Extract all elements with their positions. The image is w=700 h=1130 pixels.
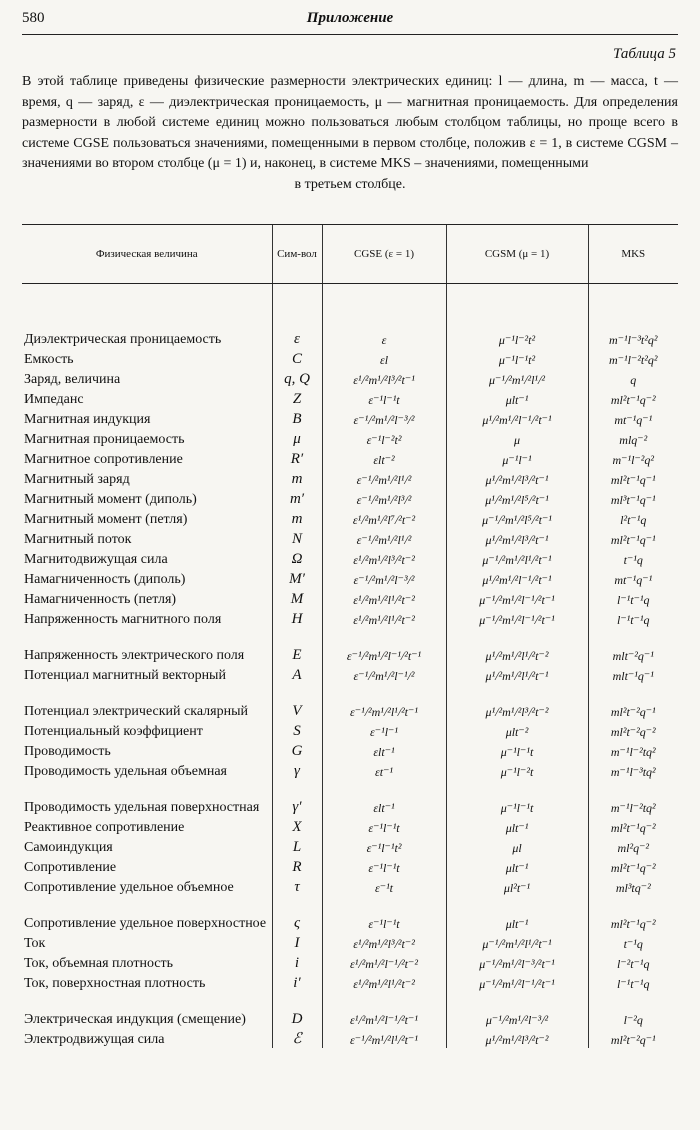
symbol-cell: N bbox=[272, 528, 322, 548]
mks-cell: ml²t⁻²q⁻¹ bbox=[588, 1028, 678, 1048]
table-row bbox=[22, 508, 678, 528]
mks-cell: ml²q⁻² bbox=[588, 836, 678, 856]
quantity-cell: Магнитная проницаемость bbox=[24, 432, 185, 447]
symbol-cell: γ bbox=[272, 760, 322, 780]
quantity-cell: Сопротивление удельное поверхностное bbox=[24, 916, 267, 931]
running-title: Приложение bbox=[306, 10, 394, 26]
cgse-cell: εlt⁻² bbox=[322, 448, 446, 468]
table-spacer-row bbox=[22, 284, 678, 329]
symbol-cell: B bbox=[272, 408, 322, 428]
mks-cell: l⁻²q bbox=[588, 992, 678, 1028]
cgsm-cell: μlt⁻² bbox=[446, 720, 588, 740]
cgse-cell: ε⁻¹/²m¹/²l⁻³/² bbox=[322, 408, 446, 428]
table-row bbox=[22, 952, 678, 972]
mks-cell: m⁻¹l⁻²t²q² bbox=[588, 348, 678, 368]
quantity-cell: Магнитный заряд bbox=[24, 472, 130, 487]
table-row bbox=[22, 388, 678, 408]
quantity-cell: Магнитное сопротивление bbox=[24, 452, 183, 467]
cgse-cell: ε¹/²m¹/²l³/²t⁻¹ bbox=[322, 368, 446, 388]
table-row bbox=[22, 876, 678, 896]
table-row bbox=[22, 528, 678, 548]
quantity-cell: Напряженность электрического поля bbox=[24, 648, 245, 663]
quantity-cell: Магнитный момент (диполь) bbox=[24, 492, 197, 507]
cgse-cell: ε⁻¹l⁻¹t bbox=[322, 388, 446, 408]
mks-cell: q bbox=[588, 368, 678, 388]
symbol-cell: M′ bbox=[272, 568, 322, 588]
column-header-cgsm: CGSM (μ = 1) bbox=[446, 225, 588, 284]
mks-cell: l⁻¹t⁻¹q bbox=[588, 608, 678, 628]
dimensions-table bbox=[22, 224, 678, 1048]
cgsm-cell: μ⁻¹l⁻¹ bbox=[446, 448, 588, 468]
table-row bbox=[22, 932, 678, 952]
table-row bbox=[22, 488, 678, 508]
cgsm-cell: μlt⁻¹ bbox=[446, 816, 588, 836]
quantity-cell: Потенциал магнитный векторный bbox=[24, 668, 226, 683]
mks-cell: ml²t⁻²q⁻² bbox=[588, 720, 678, 740]
quantity-cell: Импеданс bbox=[24, 392, 84, 407]
quantity-cell: Проводимость удельная объемная bbox=[24, 764, 227, 779]
cgsm-cell: μlt⁻¹ bbox=[446, 388, 588, 408]
cgse-cell: ε¹/²m¹/²l¹/²t⁻² bbox=[322, 588, 446, 608]
quantity-cell: Напряженность магнитного поля bbox=[24, 612, 222, 627]
symbol-cell: Z bbox=[272, 388, 322, 408]
intro-paragraph bbox=[22, 72, 678, 195]
table-row bbox=[22, 328, 678, 348]
cgsm-cell: μ¹/²m¹/²l³/²t⁻¹ bbox=[446, 528, 588, 548]
symbol-cell: ℰ bbox=[272, 1028, 322, 1048]
cgse-cell: ε¹/²m¹/²l¹/²t⁻² bbox=[322, 608, 446, 628]
cgsm-cell: μ⁻¹/²m¹/²l¹/²t⁻¹ bbox=[446, 932, 588, 952]
page-header bbox=[22, 8, 678, 35]
cgsm-cell: μ¹/²m¹/²l⁻¹/²t⁻¹ bbox=[446, 568, 588, 588]
table-row bbox=[22, 588, 678, 608]
mks-cell: ml²t⁻¹q⁻² bbox=[588, 816, 678, 836]
cgsm-cell: μ⁻¹l⁻²t² bbox=[446, 328, 588, 348]
cgse-cell: ε¹/²m¹/²l⁻¹/²t⁻¹ bbox=[322, 992, 446, 1028]
symbol-cell: q, Q bbox=[272, 368, 322, 388]
symbol-cell: ς bbox=[272, 896, 322, 932]
table-row bbox=[22, 428, 678, 448]
column-header-symbol: Сим-вол bbox=[272, 225, 322, 284]
symbol-cell: μ bbox=[272, 428, 322, 448]
cgsm-cell: μ⁻¹l⁻¹t bbox=[446, 740, 588, 760]
mks-cell: ml²t⁻¹q⁻² bbox=[588, 896, 678, 932]
quantity-cell: Магнитная индукция bbox=[24, 412, 151, 427]
mks-cell: ml²t⁻¹q⁻² bbox=[588, 856, 678, 876]
quantity-cell: Ток bbox=[24, 936, 46, 951]
cgsm-cell: μ⁻¹/²m¹/²l¹/²t⁻¹ bbox=[446, 548, 588, 568]
symbol-cell: R bbox=[272, 856, 322, 876]
symbol-cell: C bbox=[272, 348, 322, 368]
column-header-mks: MKS bbox=[588, 225, 678, 284]
quantity-cell: Сопротивление удельное объемное bbox=[24, 880, 234, 895]
cgsm-cell: μ¹/²m¹/²l³/²t⁻¹ bbox=[446, 468, 588, 488]
mks-cell: mlq⁻² bbox=[588, 428, 678, 448]
mks-cell: m⁻¹l⁻²tq² bbox=[588, 780, 678, 816]
table-row bbox=[22, 1028, 678, 1048]
symbol-cell: τ bbox=[272, 876, 322, 896]
cgsm-cell: μlt⁻¹ bbox=[446, 896, 588, 932]
mks-cell: ml³t⁻¹q⁻¹ bbox=[588, 488, 678, 508]
symbol-cell: E bbox=[272, 628, 322, 664]
table-row bbox=[22, 780, 678, 816]
quantity-cell: Намагниченность (диполь) bbox=[24, 572, 186, 587]
symbol-cell: m′ bbox=[272, 488, 322, 508]
cgse-cell: ε⁻¹l⁻¹t bbox=[322, 856, 446, 876]
table-row bbox=[22, 740, 678, 760]
cgsm-cell: μ¹/²m¹/²l⁻¹/²t⁻¹ bbox=[446, 408, 588, 428]
symbol-cell: G bbox=[272, 740, 322, 760]
table-row bbox=[22, 368, 678, 388]
cgse-cell: ε⁻¹/²m¹/²l¹/² bbox=[322, 468, 446, 488]
table-row bbox=[22, 856, 678, 876]
symbol-cell: Ω bbox=[272, 548, 322, 568]
table-row bbox=[22, 684, 678, 720]
cgsm-cell: μlt⁻¹ bbox=[446, 856, 588, 876]
quantity-cell: Диэлектрическая проницаемость bbox=[24, 332, 222, 347]
quantity-cell: Потенциал электрический скалярный bbox=[24, 704, 248, 719]
table-row bbox=[22, 720, 678, 740]
mks-cell: ml²t⁻¹q⁻² bbox=[588, 388, 678, 408]
cgse-cell: ε⁻¹l⁻¹t² bbox=[322, 836, 446, 856]
cgse-cell: ε⁻¹l⁻¹t bbox=[322, 816, 446, 836]
quantity-cell: Проводимость bbox=[24, 744, 111, 759]
table-row bbox=[22, 568, 678, 588]
cgse-cell: ε¹/²m¹/²l⁷/²t⁻² bbox=[322, 508, 446, 528]
symbol-cell: R′ bbox=[272, 448, 322, 468]
mks-cell: m⁻¹l⁻²q² bbox=[588, 448, 678, 468]
cgse-cell: εlt⁻¹ bbox=[322, 780, 446, 816]
cgsm-cell: μ⁻¹/²m¹/²l⁻¹/²t⁻¹ bbox=[446, 588, 588, 608]
cgse-cell: ε⁻¹/²m¹/²l¹/²t⁻¹ bbox=[322, 1028, 446, 1048]
quantity-cell: Ток, поверхностная плотность bbox=[24, 976, 206, 991]
cgsm-cell: μ¹/²m¹/²l¹/²t⁻¹ bbox=[446, 664, 588, 684]
cgse-cell: ε⁻¹/²m¹/²l³/² bbox=[322, 488, 446, 508]
cgse-cell: ε⁻¹/²m¹/²l¹/²t⁻¹ bbox=[322, 684, 446, 720]
cgse-cell: ε⁻¹/²m¹/²l⁻¹/² bbox=[322, 664, 446, 684]
cgse-cell: ε¹/²m¹/²l¹/²t⁻² bbox=[322, 972, 446, 992]
mks-cell: t⁻¹q bbox=[588, 932, 678, 952]
cgsm-cell: μ¹/²m¹/²l³/²t⁻² bbox=[446, 1028, 588, 1048]
quantity-cell: Электрическая индукция (смещение) bbox=[24, 1012, 246, 1027]
mks-cell: ml²t⁻¹q⁻¹ bbox=[588, 528, 678, 548]
cgse-cell: ε¹/²m¹/²l⁻¹/²t⁻² bbox=[322, 952, 446, 972]
cgse-cell: ε⁻¹/²m¹/²l⁻¹/²t⁻¹ bbox=[322, 628, 446, 664]
cgsm-cell: μ⁻¹/²m¹/²l⁻¹/²t⁻¹ bbox=[446, 972, 588, 992]
mks-cell: ml²t⁻¹q⁻¹ bbox=[588, 468, 678, 488]
cgse-cell: εlt⁻¹ bbox=[322, 740, 446, 760]
cgse-cell: εt⁻¹ bbox=[322, 760, 446, 780]
quantity-cell: Емкость bbox=[24, 352, 74, 367]
symbol-cell: i′ bbox=[272, 972, 322, 992]
quantity-cell: Намагниченность (петля) bbox=[24, 592, 177, 607]
intro-last-line: в третьем столбце. bbox=[294, 176, 406, 192]
mks-cell: l²t⁻¹q bbox=[588, 508, 678, 528]
symbol-cell: V bbox=[272, 684, 322, 720]
cgse-cell: ε⁻¹l⁻¹t bbox=[322, 896, 446, 932]
cgsm-cell: μ⁻¹/²m¹/²l⁵/²t⁻¹ bbox=[446, 508, 588, 528]
cgse-cell: ε⁻¹l⁻¹ bbox=[322, 720, 446, 740]
mks-cell: t⁻¹q bbox=[588, 548, 678, 568]
mks-cell: l⁻¹t⁻¹q bbox=[588, 588, 678, 608]
table-row bbox=[22, 972, 678, 992]
cgsm-cell: μ¹/²m¹/²l³/²t⁻² bbox=[446, 684, 588, 720]
mks-cell: mlt⁻²q⁻¹ bbox=[588, 628, 678, 664]
table-row bbox=[22, 608, 678, 628]
table-row bbox=[22, 448, 678, 468]
mks-cell: mt⁻¹q⁻¹ bbox=[588, 408, 678, 428]
table-row bbox=[22, 548, 678, 568]
quantity-cell: Самоиндукция bbox=[24, 840, 113, 855]
quantity-cell: Ток, объемная плотность bbox=[24, 956, 174, 971]
cgsm-cell: μ⁻¹l⁻¹t² bbox=[446, 348, 588, 368]
cgsm-cell: μ¹/²m¹/²l⁵/²t⁻¹ bbox=[446, 488, 588, 508]
quantity-cell: Магнитный поток bbox=[24, 532, 132, 547]
symbol-cell: i bbox=[272, 952, 322, 972]
symbol-cell: A bbox=[272, 664, 322, 684]
symbol-cell: M bbox=[272, 588, 322, 608]
quantity-cell: Реактивное сопротивление bbox=[24, 820, 185, 835]
quantity-cell: Электродвижущая сила bbox=[24, 1032, 165, 1047]
quantity-cell: Магнитный момент (петля) bbox=[24, 512, 188, 527]
mks-cell: ml²t⁻²q⁻¹ bbox=[588, 684, 678, 720]
quantity-cell: Потенциальный коэффициент bbox=[24, 724, 203, 739]
mks-cell: m⁻¹l⁻³t²q² bbox=[588, 328, 678, 348]
mks-cell: ml³tq⁻² bbox=[588, 876, 678, 896]
cgsm-cell: μl bbox=[446, 836, 588, 856]
table-row bbox=[22, 468, 678, 488]
cgse-cell: ε⁻¹t bbox=[322, 876, 446, 896]
table-row bbox=[22, 836, 678, 856]
table-body bbox=[22, 284, 678, 1049]
cgsm-cell: μ¹/²m¹/²l¹/²t⁻² bbox=[446, 628, 588, 664]
cgsm-cell: μ⁻¹/²m¹/²l⁻³/²t⁻¹ bbox=[446, 952, 588, 972]
symbol-cell: γ′ bbox=[272, 780, 322, 816]
quantity-cell: Магнитодвижущая сила bbox=[24, 552, 168, 567]
table-row bbox=[22, 664, 678, 684]
mks-cell: m⁻¹l⁻²tq² bbox=[588, 740, 678, 760]
table-row bbox=[22, 760, 678, 780]
cgsm-cell: μ⁻¹/²m¹/²l¹/² bbox=[446, 368, 588, 388]
quantity-cell: Сопротивление bbox=[24, 860, 117, 875]
cgsm-cell: μ⁻¹l⁻²t bbox=[446, 760, 588, 780]
cgse-cell: ε bbox=[322, 328, 446, 348]
cgse-cell: ε¹/²m¹/²l³/²t⁻² bbox=[322, 548, 446, 568]
quantity-cell: Заряд, величина bbox=[24, 372, 121, 387]
table-row bbox=[22, 896, 678, 932]
symbol-cell: S bbox=[272, 720, 322, 740]
cgsm-cell: μ bbox=[446, 428, 588, 448]
symbol-cell: H bbox=[272, 608, 322, 628]
table-label: Таблица 5 bbox=[613, 46, 676, 62]
cgsm-cell: μ⁻¹l⁻¹t bbox=[446, 780, 588, 816]
table-row bbox=[22, 408, 678, 428]
mks-cell: m⁻¹l⁻³tq² bbox=[588, 760, 678, 780]
symbol-cell: m bbox=[272, 468, 322, 488]
cgse-cell: ε⁻¹l⁻²t² bbox=[322, 428, 446, 448]
symbol-cell: m bbox=[272, 508, 322, 528]
cgse-cell: ε¹/²m¹/²l³/²t⁻² bbox=[322, 932, 446, 952]
table-row bbox=[22, 992, 678, 1028]
table-header-row bbox=[22, 225, 678, 284]
symbol-cell: D bbox=[272, 992, 322, 1028]
table-row bbox=[22, 816, 678, 836]
symbol-cell: I bbox=[272, 932, 322, 952]
column-header-quantity: Физическая величина bbox=[22, 225, 272, 284]
intro-text: В этой таблице приведены физические размерности электрических единиц: l — длина, m — масса, t — время, q — заряд, ε — диэлектрическая проницаемость, μ — магнитная проницаемость. Для определения размерности в любой системе единиц можно пользоваться любым столбцом таблицы, но проще всего в системе CGSE пользоваться значениями, помещенными в первом столбце, положив ε = 1, в системе CGSM – значениями во втором столбце (μ = 1) и, наконец, в системе MKS – значениями, помещенными bbox=[22, 74, 678, 171]
quantity-cell: Проводимость удельная поверхностная bbox=[24, 800, 260, 815]
cgsm-cell: μl²t⁻¹ bbox=[446, 876, 588, 896]
cgse-cell: ε⁻¹/²m¹/²l¹/² bbox=[322, 528, 446, 548]
cgse-cell: εl bbox=[322, 348, 446, 368]
mks-cell: mlt⁻¹q⁻¹ bbox=[588, 664, 678, 684]
table-row bbox=[22, 628, 678, 664]
cgsm-cell: μ⁻¹/²m¹/²l⁻³/² bbox=[446, 992, 588, 1028]
mks-cell: mt⁻¹q⁻¹ bbox=[588, 568, 678, 588]
mks-cell: l⁻¹t⁻¹q bbox=[588, 972, 678, 992]
symbol-cell: L bbox=[272, 836, 322, 856]
symbol-cell: ε bbox=[272, 328, 322, 348]
table-row bbox=[22, 348, 678, 368]
column-header-cgse: CGSE (ε = 1) bbox=[322, 225, 446, 284]
symbol-cell: X bbox=[272, 816, 322, 836]
mks-cell: l⁻²t⁻¹q bbox=[588, 952, 678, 972]
cgsm-cell: μ⁻¹/²m¹/²l⁻¹/²t⁻¹ bbox=[446, 608, 588, 628]
page-number: 580 bbox=[22, 10, 45, 26]
cgse-cell: ε⁻¹/²m¹/²l⁻³/² bbox=[322, 568, 446, 588]
